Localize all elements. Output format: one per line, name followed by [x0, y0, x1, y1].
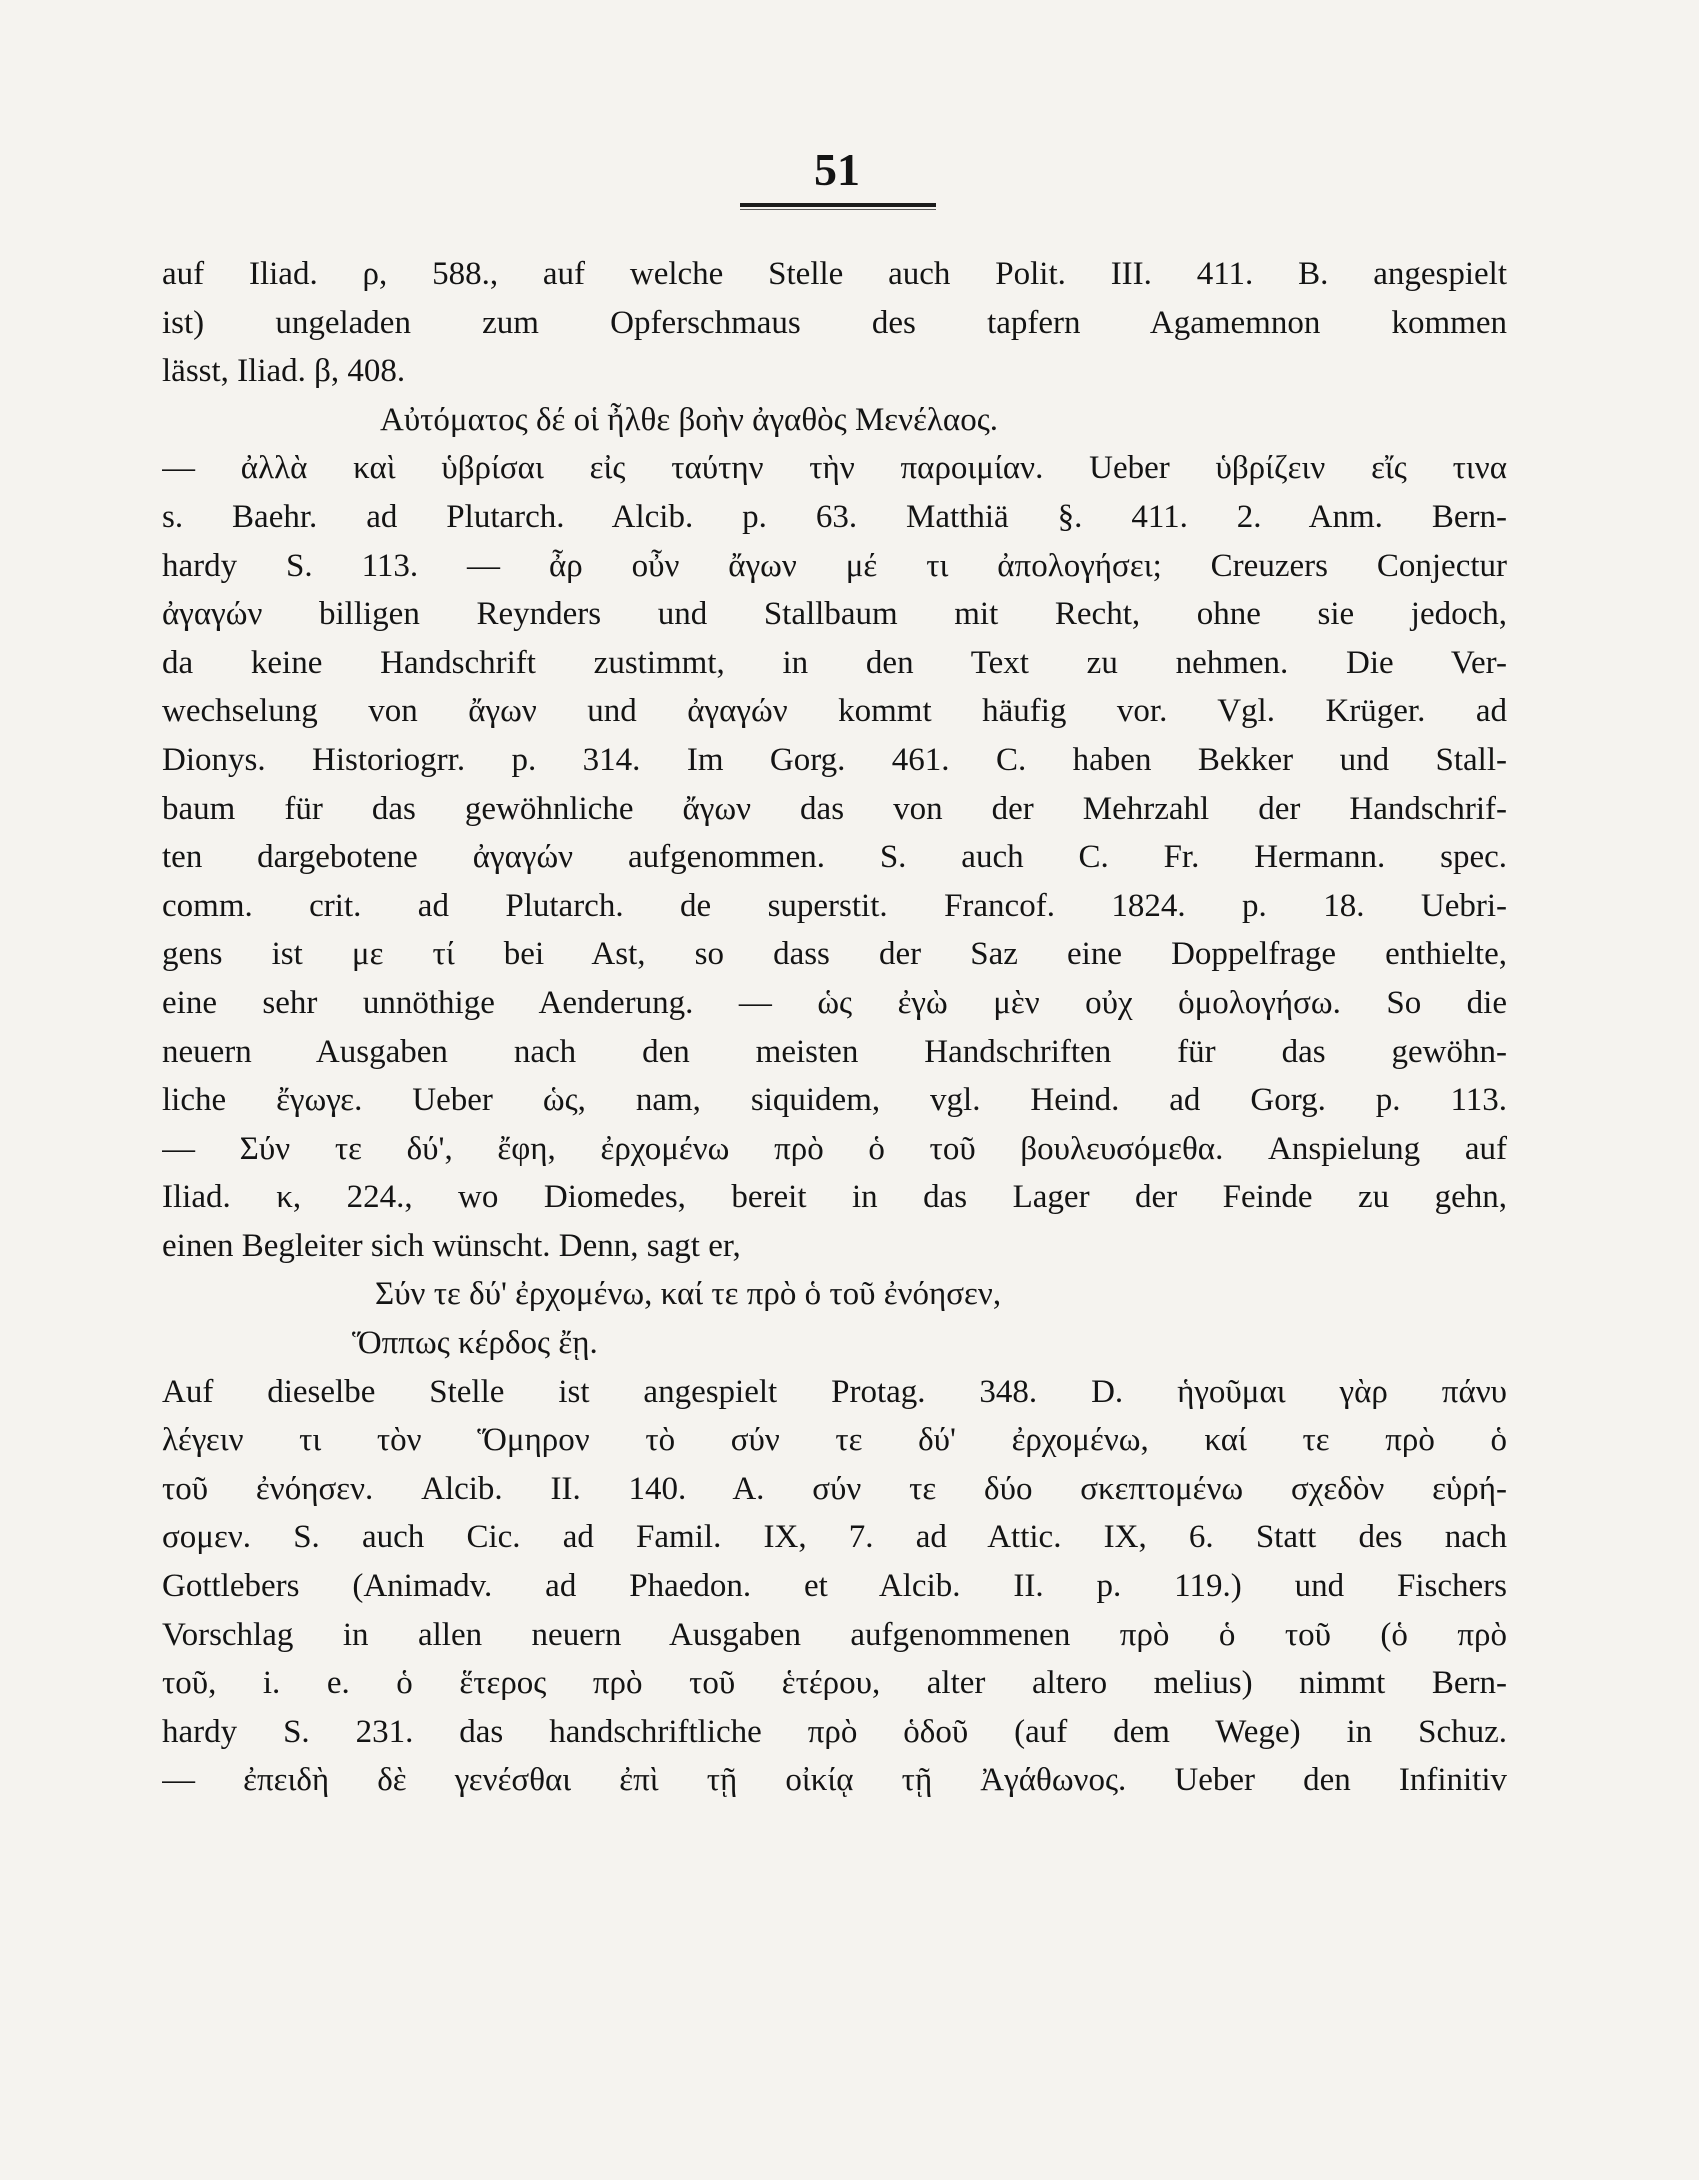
- text-line: s. Baehr. ad Plutarch. Alcib. p. 63. Matthiä §. 411. 2. Anm. Bern-: [162, 498, 1507, 535]
- text-line: da keine Handschrift zustimmt, in den Text zu nehmen. Die Ver-: [162, 644, 1507, 681]
- text-line: eine sehr unnöthige Aenderung. — ὡς ἐγὼ μὲν οὐχ ὁμολογήσω. So die: [162, 984, 1507, 1021]
- text-line: hardy S. 113. — ἆρ οὖν ἄγων μέ τι ἀπολογήσει; Creuzers Conjectur: [162, 547, 1507, 584]
- text-line: baum für das gewöhnliche ἄγων das von der Mehrzahl der Handschrif-: [162, 790, 1507, 827]
- text-line: auf Iliad. ρ, 588., auf welche Stelle auch Polit. III. 411. B. angespielt: [162, 256, 1507, 292]
- text-line: einen Begleiter sich wünscht. Denn, sagt er,: [162, 1227, 741, 1264]
- text-line: comm. crit. ad Plutarch. de superstit. Francof. 1824. p. 18. Uebri-: [162, 887, 1507, 924]
- text-line: ἀγαγών billigen Reynders und Stallbaum mit Recht, ohne sie jedoch,: [162, 596, 1507, 633]
- text-line: ist) ungeladen zum Opferschmaus des tapfern Agamemnon kommen: [162, 304, 1507, 341]
- body-text: [162, 250, 1507, 1805]
- text-line: σομεν. S. auch Cic. ad Famil. IX, 7. ad Attic. IX, 6. Statt des nach: [162, 1519, 1507, 1556]
- text-line: Vorschlag in allen neuern Ausgaben aufgenommenen πρὸ ὁ τοῦ (ὁ πρὸ: [162, 1616, 1507, 1653]
- text-line: τοῦ ἐνόησεν. Alcib. II. 140. A. σύν τε δύο σκεπτομένω σχεδὸν εὑρή-: [162, 1470, 1507, 1507]
- text-line: Dionys. Historiogrr. p. 314. Im Gorg. 461. C. haben Bekker und Stall-: [162, 741, 1507, 778]
- text-line: ten dargebotene ἀγαγών aufgenommen. S. auch C. Fr. Hermann. spec.: [162, 839, 1507, 876]
- text-line: Auf dieselbe Stelle ist angespielt Protag. 348. D. ἡγοῦμαι γὰρ πάνυ: [162, 1373, 1507, 1410]
- page-number: 51: [814, 144, 860, 195]
- text-line: neuern Ausgaben nach den meisten Handschriften für das gewöhn-: [162, 1033, 1507, 1070]
- header-rule: [740, 203, 936, 207]
- text-line: Iliad. κ, 224., wo Diomedes, bereit in das Lager der Feinde zu gehn,: [162, 1179, 1507, 1216]
- text-line: — Σύν τε δύ', ἔφη, ἐρχομένω πρὸ ὁ τοῦ βουλευσόμεθα. Anspielung auf: [162, 1130, 1507, 1167]
- text-line: — ἀλλὰ καὶ ὑβρίσαι εἰς ταύτην τὴν παροιμίαν. Ueber ὑβρίζειν εἴς τινα: [162, 450, 1507, 487]
- text-line: Αὐτόματος δέ οἱ ἦλθε βοὴν ἀγαθὸς Μενέλαος.: [380, 401, 999, 438]
- text-line: λέγειν τι τὸν Ὅμηρον τὸ σύν τε δύ' ἐρχομένω, καί τε πρὸ ὁ: [162, 1422, 1507, 1459]
- text-line: wechselung von ἄγων und ἀγαγών kommt häufig vor. Vgl. Krüger. ad: [162, 693, 1507, 730]
- text-line: τοῦ, i. e. ὁ ἕτερος πρὸ τοῦ ἑτέρου, alter altero melius) nimmt Bern-: [162, 1665, 1507, 1702]
- text-line: gens ist με τί bei Ast, so dass der Saz eine Doppelfrage enthielte,: [162, 936, 1507, 973]
- text-line: hardy S. 231. das handschriftliche πρὸ ὁδοῦ (auf dem Wege) in Schuz.: [162, 1713, 1507, 1750]
- text-line: Σύν τε δύ' ἐρχομένω, καί τε πρὸ ὁ τοῦ ἐνόησεν,: [375, 1276, 1002, 1313]
- text-line: — ἐπειδὴ δὲ γενέσθαι ἐπὶ τῇ οἰκίᾳ τῇ Ἀγάθωνος. Ueber den Infinitiv: [162, 1762, 1507, 1799]
- text-line: Gottlebers (Animadv. ad Phaedon. et Alcib. II. p. 119.) und Fischers: [162, 1568, 1507, 1605]
- text-line: Ὅππως κέρδος ἔῃ.: [352, 1325, 598, 1362]
- text-line: lässt, Iliad. β, 408.: [162, 353, 406, 390]
- text-line: liche ἔγωγε. Ueber ὡς, nam, siquidem, vgl. Heind. ad Gorg. p. 113.: [162, 1082, 1507, 1119]
- header-rule-thin: [740, 209, 936, 210]
